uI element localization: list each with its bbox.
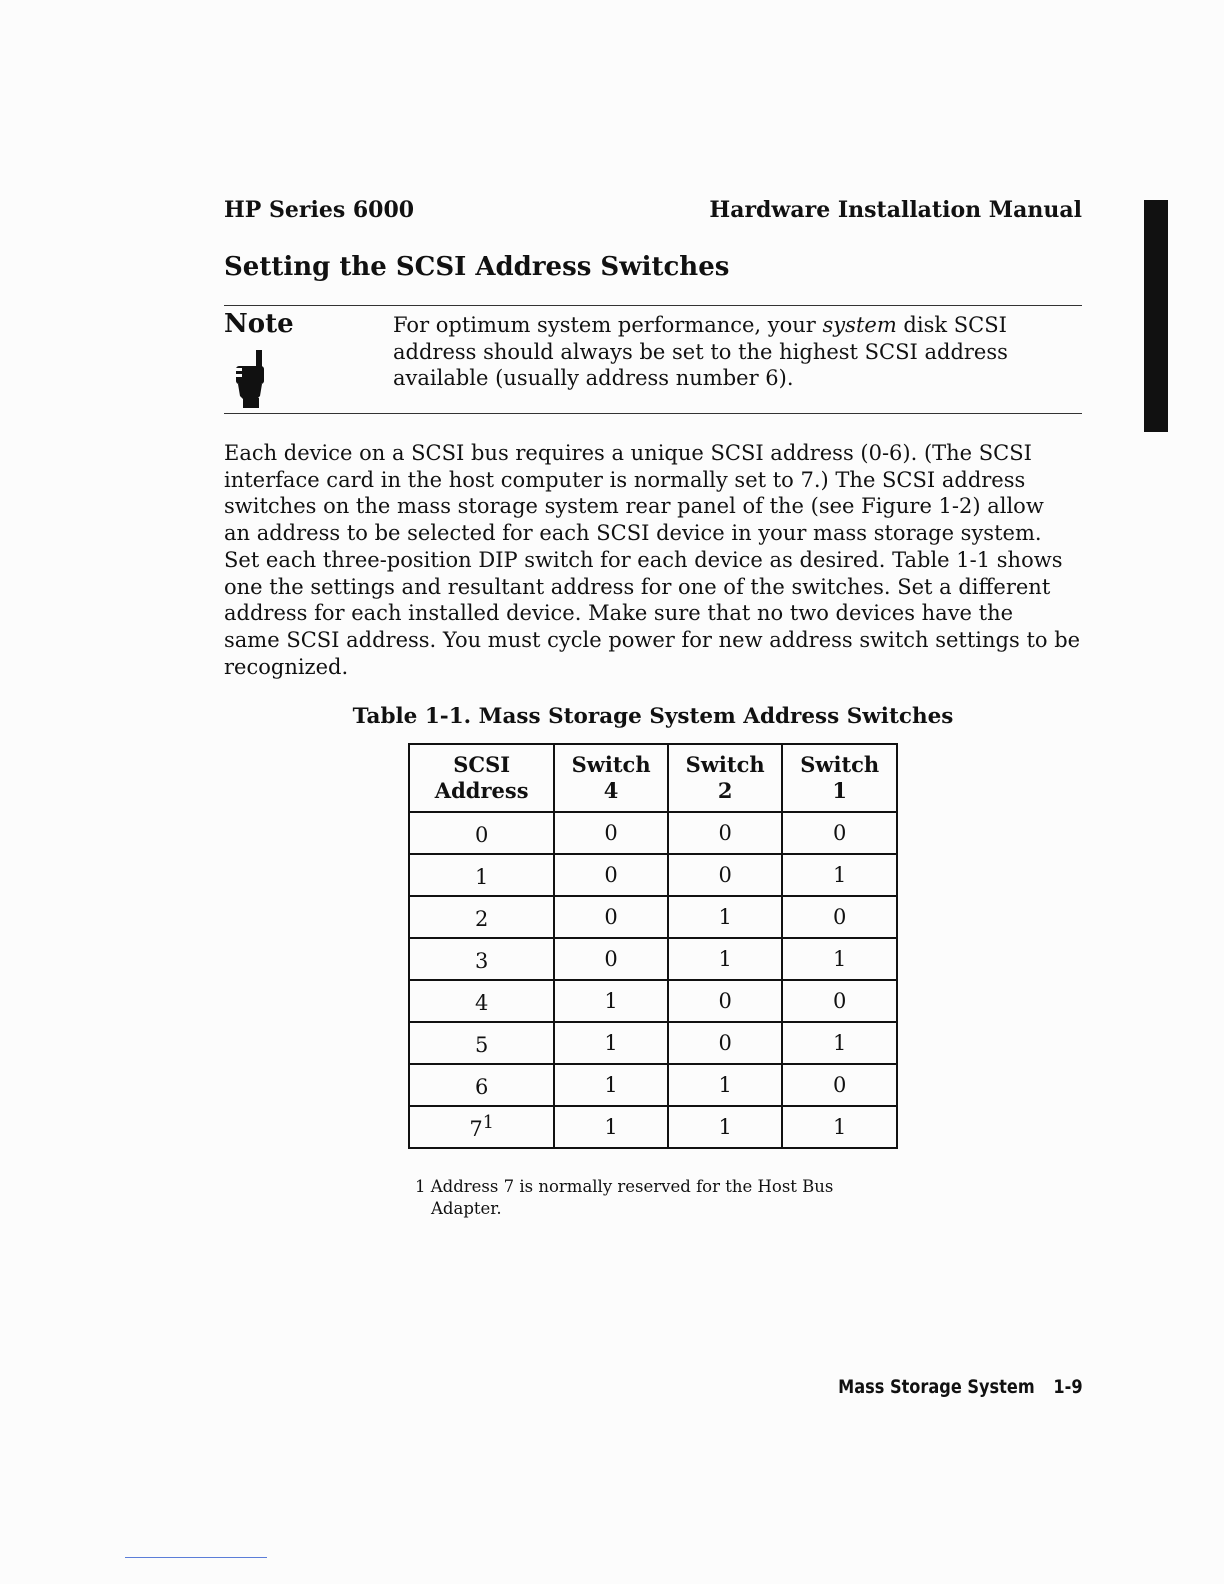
body-line: an address to be selected for each SCSI device in your mass storage system. bbox=[224, 521, 1042, 546]
cell-switch-4: 1 bbox=[554, 1064, 668, 1106]
cell-switch-2: 1 bbox=[668, 896, 783, 938]
body-line: recognized. bbox=[224, 654, 349, 679]
table-row bbox=[409, 812, 897, 854]
body-line: one the settings and resultant address for one of the switches. Set a different bbox=[224, 574, 1051, 599]
cell-address: 2 bbox=[409, 896, 554, 938]
cell-address: 1 bbox=[409, 854, 554, 896]
cell-switch-2: 0 bbox=[668, 854, 783, 896]
note-bottom-rule bbox=[224, 413, 1082, 414]
cell-switch-2: 1 bbox=[668, 1064, 783, 1106]
note-emphasis: system bbox=[822, 313, 897, 337]
footer-section-name: Mass Storage System bbox=[838, 1376, 1036, 1398]
cell-switch-2: 1 bbox=[668, 1106, 783, 1148]
cell-switch-2: 1 bbox=[668, 938, 783, 980]
table-row bbox=[409, 1106, 897, 1148]
cell-switch-4: 1 bbox=[554, 1022, 668, 1064]
table-header-row bbox=[409, 744, 897, 812]
body-paragraph bbox=[224, 440, 1084, 680]
cell-address: 6 bbox=[409, 1064, 554, 1106]
address-switch-table bbox=[408, 743, 898, 1149]
cell-address: 5 bbox=[409, 1022, 554, 1064]
section-title: Setting the SCSI Address Switches bbox=[224, 252, 730, 282]
note-text: For optimum system performance, your system disk SCSI address should always be set to the highest SCSI address available (usually address number 6). bbox=[393, 313, 1008, 390]
cell-address: 4 bbox=[409, 980, 554, 1022]
footnote-marker: 1 bbox=[482, 1113, 494, 1133]
running-header-left: HP Series 6000 bbox=[224, 197, 415, 223]
cell-address: $7^1$ bbox=[409, 1106, 554, 1148]
body-line: Set each three-position DIP switch for each device as desired. Table 1-1 shows bbox=[224, 547, 1063, 572]
table-row bbox=[409, 1064, 897, 1106]
table-footnote: 1 Address 7 is normally reserved for the Host Bus Adapter. bbox=[415, 1177, 834, 1218]
cell-switch-1: 1 bbox=[782, 1106, 897, 1148]
note-top-rule bbox=[224, 305, 1082, 306]
cell-switch-4: 0 bbox=[554, 896, 668, 938]
cell-address: 0 bbox=[409, 812, 554, 854]
cell-switch-2: 0 bbox=[668, 980, 783, 1022]
body-line: interface card in the host computer is normally set to 7.) The SCSI address bbox=[224, 467, 1026, 492]
note-label: Note bbox=[224, 309, 294, 339]
cell-switch-2: 0 bbox=[668, 812, 783, 854]
cell-switch-4: 0 bbox=[554, 812, 668, 854]
table-row bbox=[409, 896, 897, 938]
cell-switch-1: 0 bbox=[782, 1064, 897, 1106]
cell-switch-4: 1 bbox=[554, 980, 668, 1022]
chapter-thumb-tab bbox=[1144, 200, 1168, 432]
column-header-scsi-address: SCSI Address bbox=[409, 744, 554, 812]
column-header-switch-4: Switch 4 bbox=[554, 744, 668, 812]
cell-switch-4: 1 bbox=[554, 1106, 668, 1148]
table-title: Table 1-1. Mass Storage System Address Switches bbox=[352, 704, 954, 729]
cell-address: 3 bbox=[409, 938, 554, 980]
cell-switch-1: 1 bbox=[782, 1022, 897, 1064]
body-line: same SCSI address. You must cycle power for new address switch settings to be bbox=[224, 627, 1081, 652]
page-number: 1-9 bbox=[1053, 1376, 1083, 1398]
table-row bbox=[409, 1022, 897, 1064]
cell-switch-4: 0 bbox=[554, 854, 668, 896]
body-line: Each device on a SCSI bus requires a unique SCSI address (0-6). (The SCSI bbox=[224, 441, 1032, 465]
bottom-underline bbox=[125, 1557, 267, 1558]
cell-switch-1: 0 bbox=[782, 980, 897, 1022]
cell-switch-1: 1 bbox=[782, 854, 897, 896]
pointing-hand-icon bbox=[230, 348, 270, 414]
cell-switch-1: 0 bbox=[782, 812, 897, 854]
cell-switch-1: 1 bbox=[782, 938, 897, 980]
cell-switch-2: 0 bbox=[668, 1022, 783, 1064]
page-footer bbox=[839, 1376, 1083, 1398]
table-row bbox=[409, 938, 897, 980]
cell-switch-1: 0 bbox=[782, 896, 897, 938]
running-header-right: Hardware Installation Manual bbox=[709, 197, 1082, 223]
column-header-switch-2: Switch 2 bbox=[668, 744, 783, 812]
body-line: address for each installed device. Make sure that no two devices have the bbox=[224, 601, 1014, 626]
table-row bbox=[409, 980, 897, 1022]
table-row bbox=[409, 854, 897, 896]
column-header-switch-1: Switch 1 bbox=[782, 744, 897, 812]
body-line: switches on the mass storage system rear panel of the (see Figure 1-2) allow bbox=[224, 494, 1044, 519]
cell-switch-4: 0 bbox=[554, 938, 668, 980]
